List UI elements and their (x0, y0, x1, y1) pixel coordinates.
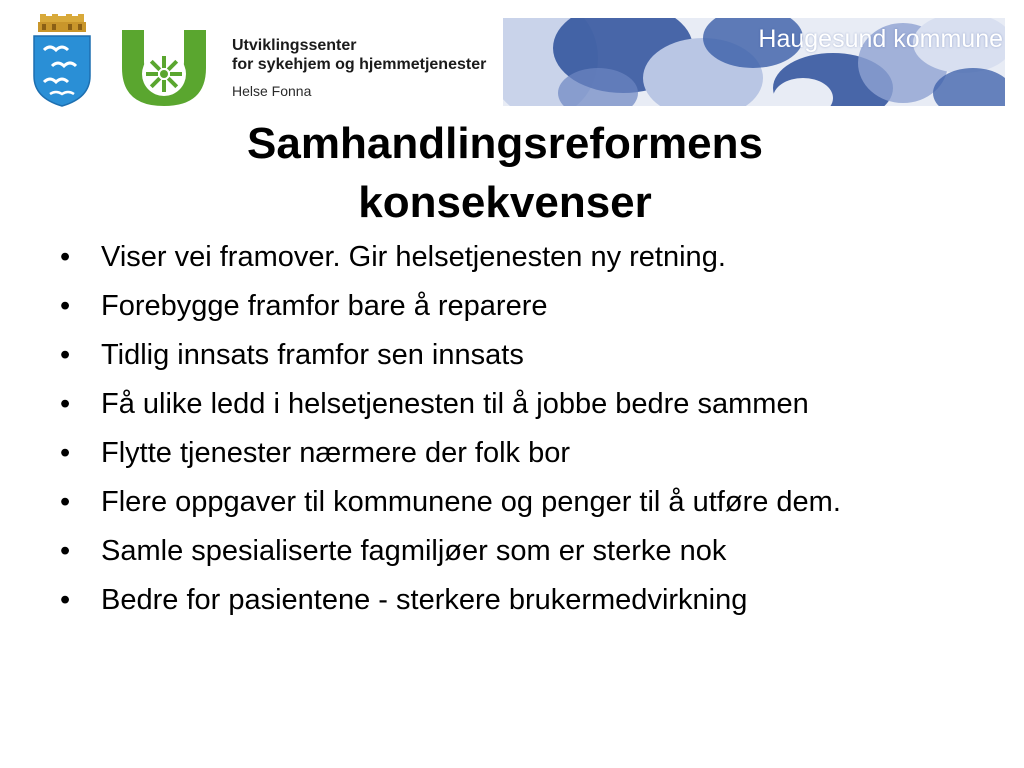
list-item (60, 236, 960, 278)
bullet-icon: • (60, 584, 71, 616)
list-item-text: Flere oppgaver til kommunene og penger til å utføre dem. (101, 486, 841, 518)
bullet-icon: • (60, 241, 71, 273)
list-item-text: Tidlig innsats framfor sen innsats (101, 339, 524, 371)
list-item-text: Bedre for pasientene - sterkere brukermedvirkning (101, 584, 748, 616)
list-item-text: Viser vei framover. Gir helsetjenesten ny retning. (101, 241, 726, 273)
list-item (60, 579, 960, 621)
list-item (60, 285, 960, 327)
title-line2: konsekvenser (358, 178, 652, 227)
bullet-icon: • (60, 535, 71, 567)
title-line1: Samhandlingsreformens (247, 119, 763, 168)
bullet-icon: • (60, 339, 71, 371)
bullet-icon: • (60, 486, 71, 518)
haugesund-coat-of-arms-icon (30, 14, 94, 108)
haugesund-kommune-banner (503, 18, 1005, 106)
list-item (60, 481, 960, 523)
page-title (0, 114, 1010, 232)
center-name (232, 36, 502, 100)
bullet-icon: • (60, 388, 71, 420)
center-name-line2: for sykehjem og hjemmetjenester (232, 56, 487, 73)
center-name-line1: Utviklingssenter (232, 37, 357, 54)
list-item (60, 383, 960, 425)
bullet-list (60, 236, 960, 628)
u-logo-icon (118, 28, 210, 108)
list-item (60, 432, 960, 474)
bullet-icon: • (60, 290, 71, 322)
list-item-text: Få ulike ledd i helsetjenesten til å jobbe bedre sammen (101, 388, 809, 420)
bullet-icon: • (60, 437, 71, 469)
list-item (60, 530, 960, 572)
list-item-text: Samle spesialiserte fagmiljøer som er sterke nok (101, 535, 727, 567)
banner-title: Haugesund kommune (758, 25, 1003, 53)
list-item (60, 334, 960, 376)
list-item-text: Forebygge framfor bare å reparere (101, 290, 548, 322)
center-name-sub: Helse Fonna (232, 83, 312, 99)
list-item-text: Flytte tjenester nærmere der folk bor (101, 437, 571, 469)
